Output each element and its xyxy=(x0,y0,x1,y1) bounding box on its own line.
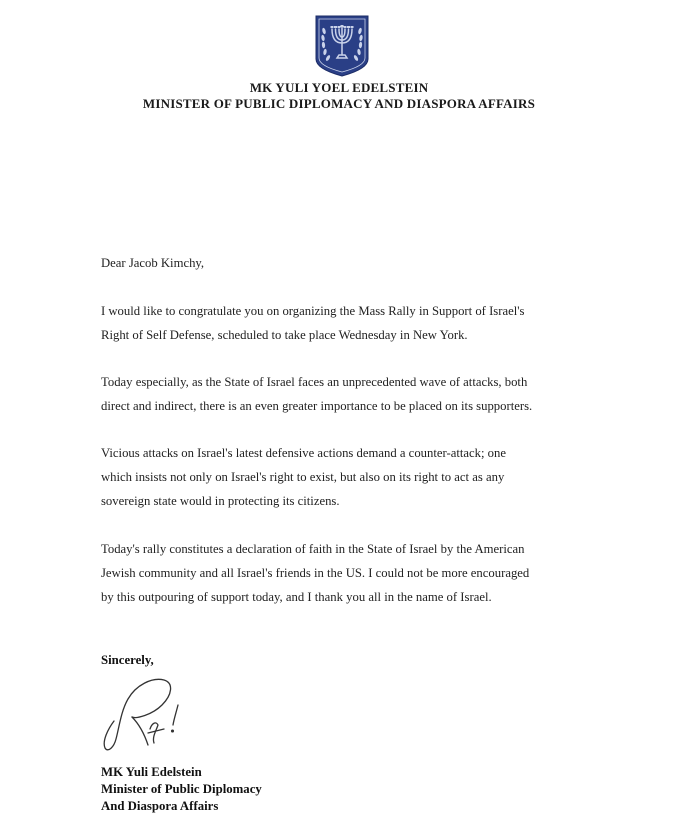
signer-name: MK Yuli Edelstein xyxy=(101,765,202,779)
paragraph-line: Today's rally constitutes a declaration of faith in the State of Israel by the American xyxy=(101,542,525,556)
paragraph-3 xyxy=(101,441,506,513)
paragraph-line: I would like to congratulate you on organizing the Mass Rally in Support of Israel's xyxy=(101,304,525,318)
handwritten-signature-icon xyxy=(92,673,187,758)
paragraph-line: by this outpouring of support today, and I thank you all in the name of Israel. xyxy=(101,590,492,604)
paragraph-1 xyxy=(101,299,524,347)
closing: Sincerely, xyxy=(101,653,154,667)
paragraph-line: which insists not only on Israel's right to exist, but also on its right to act as any xyxy=(101,470,505,484)
letterhead-name: MK YULI YOEL EDELSTEIN xyxy=(249,80,429,95)
paragraph-4 xyxy=(101,537,529,609)
signer-block xyxy=(101,764,262,815)
letterhead-title: MINISTER OF PUBLIC DIPLOMACY AND DIASPORA AFFAIRS xyxy=(142,96,536,111)
paragraph-line: Vicious attacks on Israel's latest defensive actions demand a counter-attack; one xyxy=(101,446,507,460)
state-of-israel-emblem-icon xyxy=(315,15,369,77)
salutation: Dear Jacob Kimchy, xyxy=(101,256,205,270)
paragraph-line: Today especially, as the State of Israel faces an unprecedented wave of attacks, both xyxy=(101,375,528,389)
signer-title-line2: And Diaspora Affairs xyxy=(101,799,219,813)
paragraph-2 xyxy=(101,370,532,418)
paragraph-line: direct and indirect, there is an even greater importance to be placed on its supporters. xyxy=(101,399,533,413)
paragraph-line: Right of Self Defense, scheduled to take place Wednesday in New York. xyxy=(101,328,468,342)
signer-title-line1: Minister of Public Diplomacy xyxy=(101,782,262,796)
paragraph-line: Jewish community and all Israel's friends in the US. I could not be more encouraged xyxy=(101,566,530,580)
paragraph-line: sovereign state would in protecting its citizens. xyxy=(101,494,340,508)
